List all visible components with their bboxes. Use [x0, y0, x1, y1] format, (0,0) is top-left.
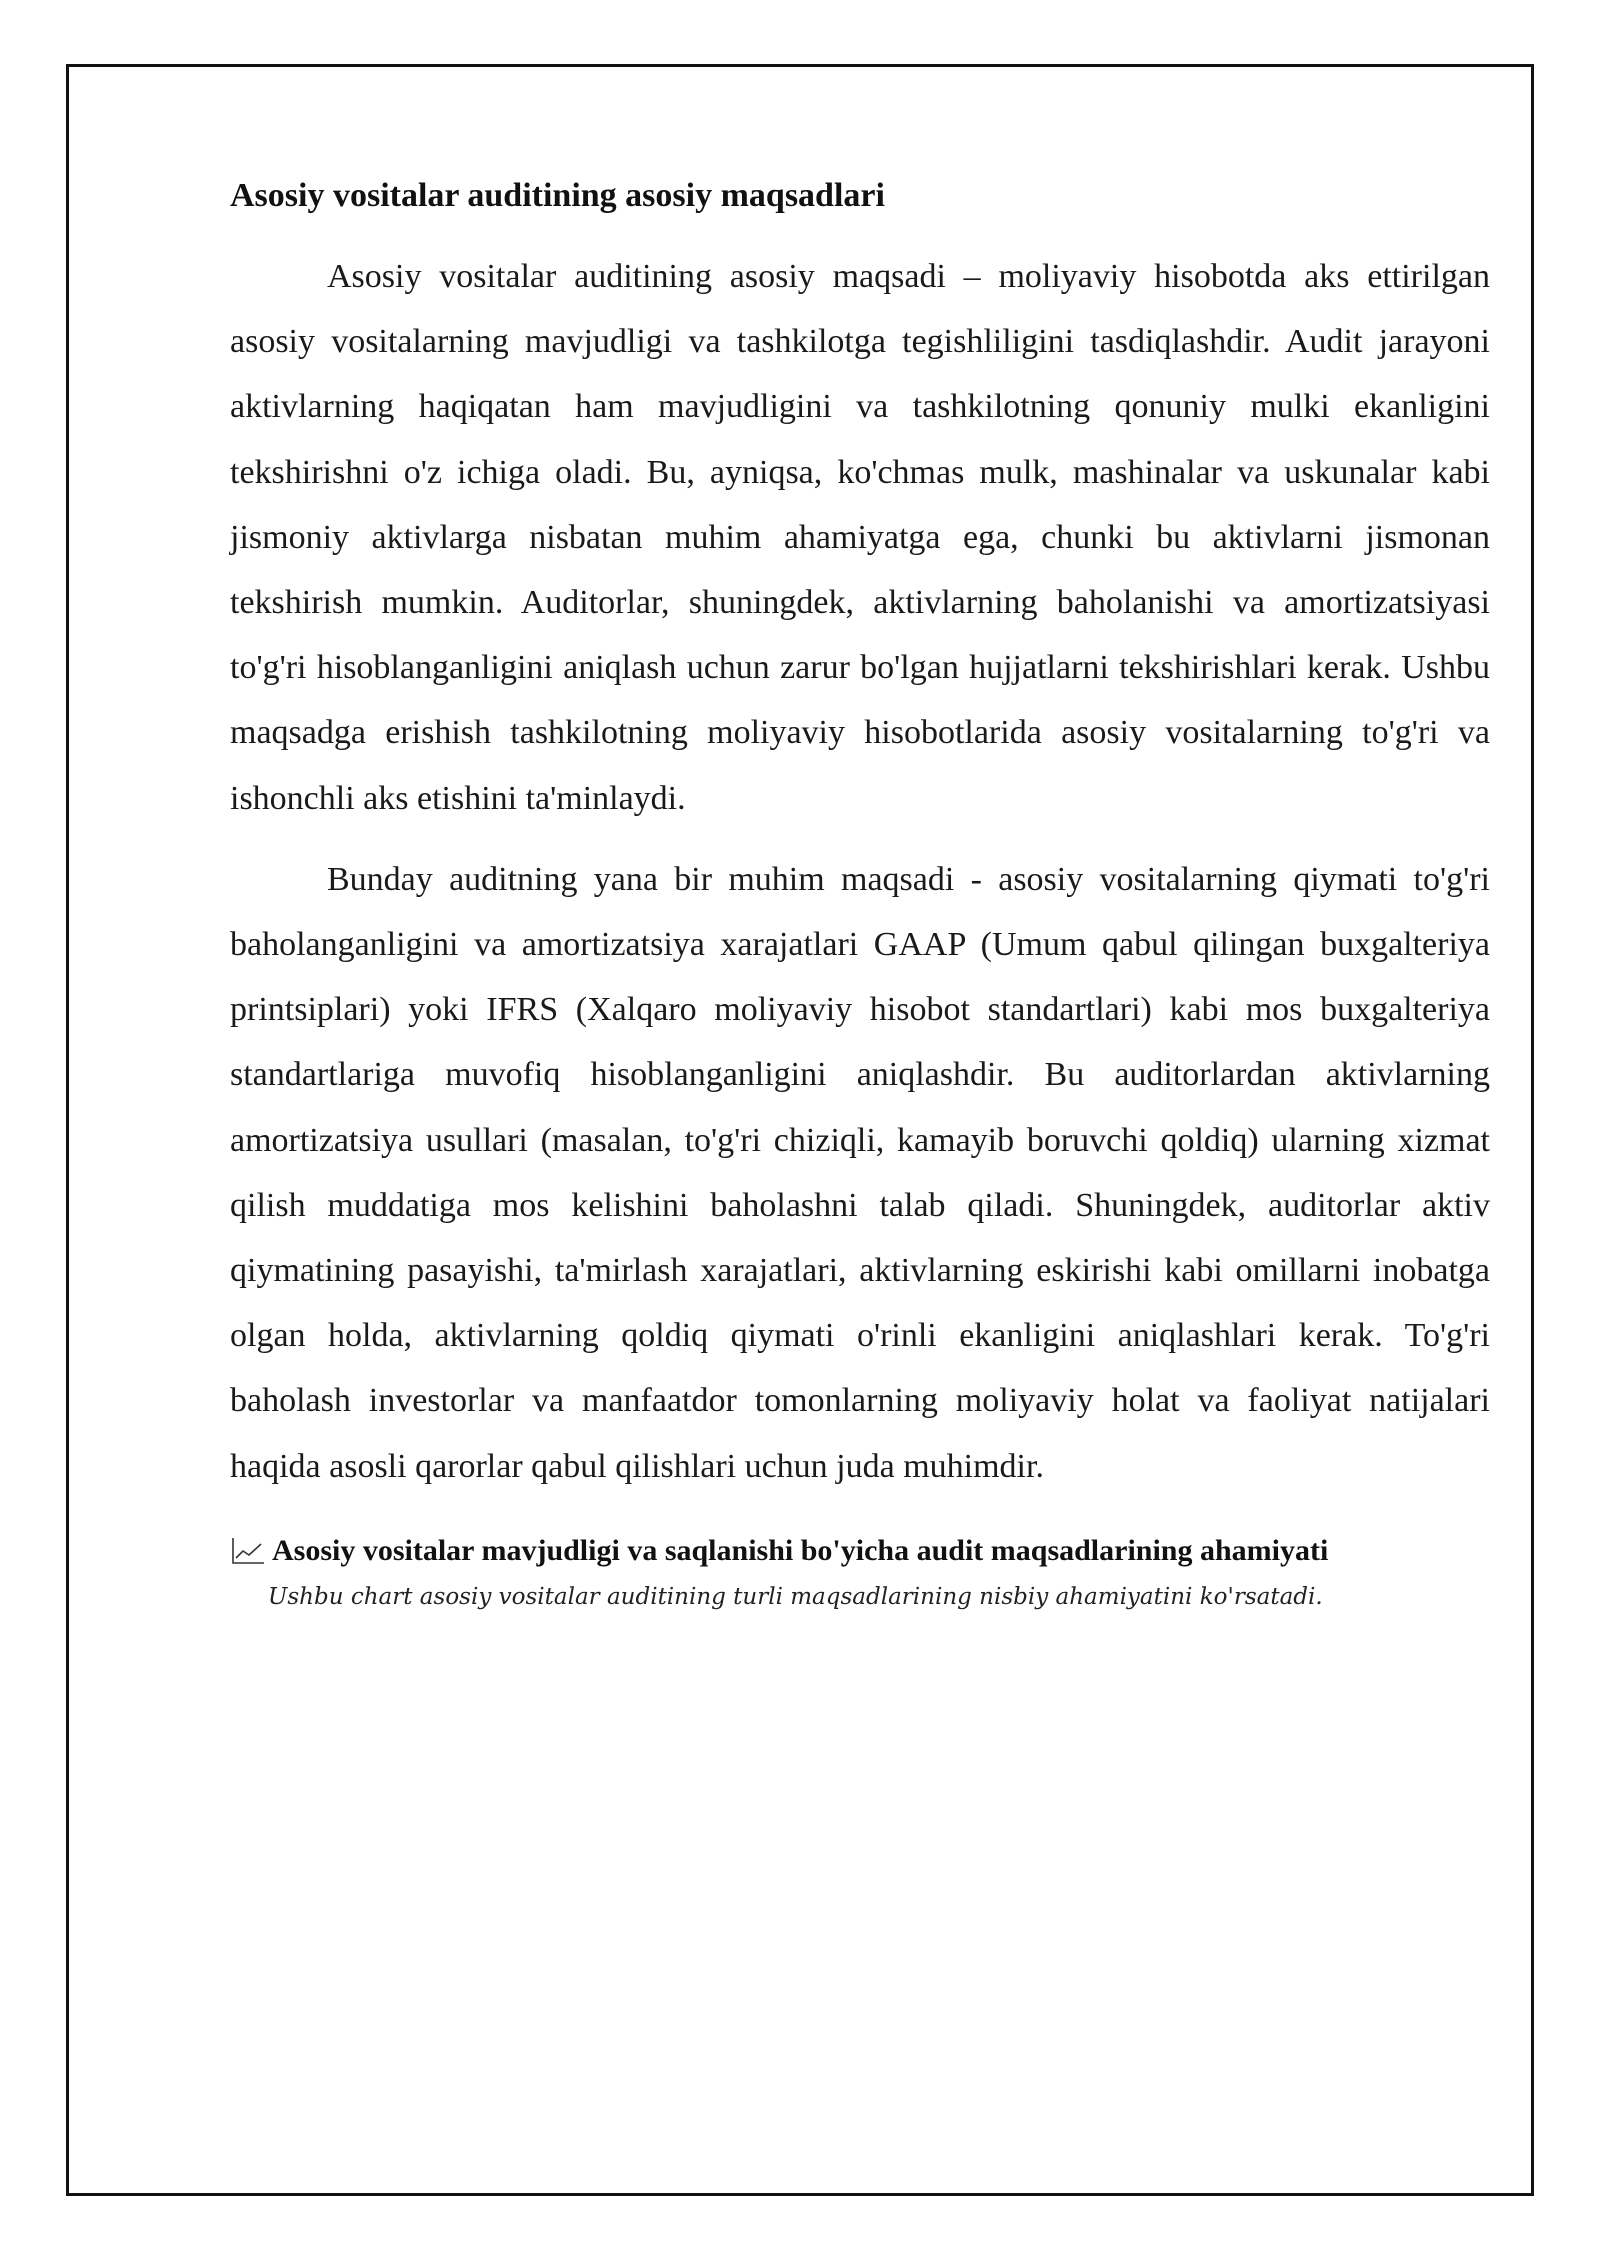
chart-title: Asosiy vositalar mavjudligi va saqlanishi bo'yicha audit maqsadlarining ahamiyati — [272, 1533, 1329, 1567]
chart-title-row — [230, 1529, 1490, 1573]
chart-caption-block — [230, 1529, 1490, 1617]
section-heading: Asosiy vositalar auditining asosiy maqsadlari — [230, 177, 885, 214]
chart-subtitle: Ushbu chart asosiy vositalar auditining turli maqsadlarining nisbiy ahamiyatini ko'rsatadi. — [268, 1583, 1323, 1610]
line-chart-icon — [230, 1536, 266, 1566]
document-body — [230, 172, 1490, 1617]
paragraph-2: Bunday auditning yana bir muhim maqsadi - asosiy vositalarning qiymati to'g'ri baholanganligini va amortizatsiya xarajatlari GAAP (Umum qabul qilingan buxgalteriya printsiplari) yoki IFRS (Xalqaro moliyaviy hisobot standartlari) kabi mos buxgalteriya standartlariga muvofiq hisoblanganligini aniqlashdir. Bu auditorlardan aktivlarning amortizatsiya usullari (masalan, to'g'ri chiziqli, kamayib boruvchi qoldiq) ularning xizmat qilish muddatiga mos kelishini baholashni talab qiladi. Shuningdek, auditorlar aktiv qiymatining pasayishi, ta'mirlash xarajatlari, aktivlarning eskirishi kabi omillarni inobatga olgan holda, aktivlarning qoldiq qiymati o'rinli ekanligini aniqlashlari kerak. To'g'ri baholash investorlar va manfaatdor tomonlarning moliyaviy holat va faoliyat natijalari haqida asosli qarorlar qabul qilishlari uchun juda muhimdir. — [230, 860, 1490, 1485]
paragraph-1: Asosiy vositalar auditining asosiy maqsadi – moliyaviy hisobotda aks ettirilgan asosiy vositalarning mavjudligi va tashkilotga tegishliligini tasdiqlashdir. Audit jarayoni aktivlarning haqiqatan ham mavjudligini va tashkilotning qonuniy mulki ekanligini tekshirishni o'z ichiga oladi. Bu, ayniqsa, ko'chmas mulk, mashinalar va uskunalar kabi jismoniy aktivlarga nisbatan muhim ahamiyatga ega, chunki bu aktivlarni jismonan tekshirish mumkin. Auditorlar, shuningdek, aktivlarning baholanishi va amortizatsiyasi to'g'ri hisoblanganligini aniqlash uchun zarur bo'lgan hujjatlarni tekshirishlari kerak. Ushbu maqsadga erishish tashkilotning moliyaviy hisobotlarida asosiy vositalarning to'g'ri va ishonchli aks etishini ta'minlaydi. — [230, 258, 1490, 817]
